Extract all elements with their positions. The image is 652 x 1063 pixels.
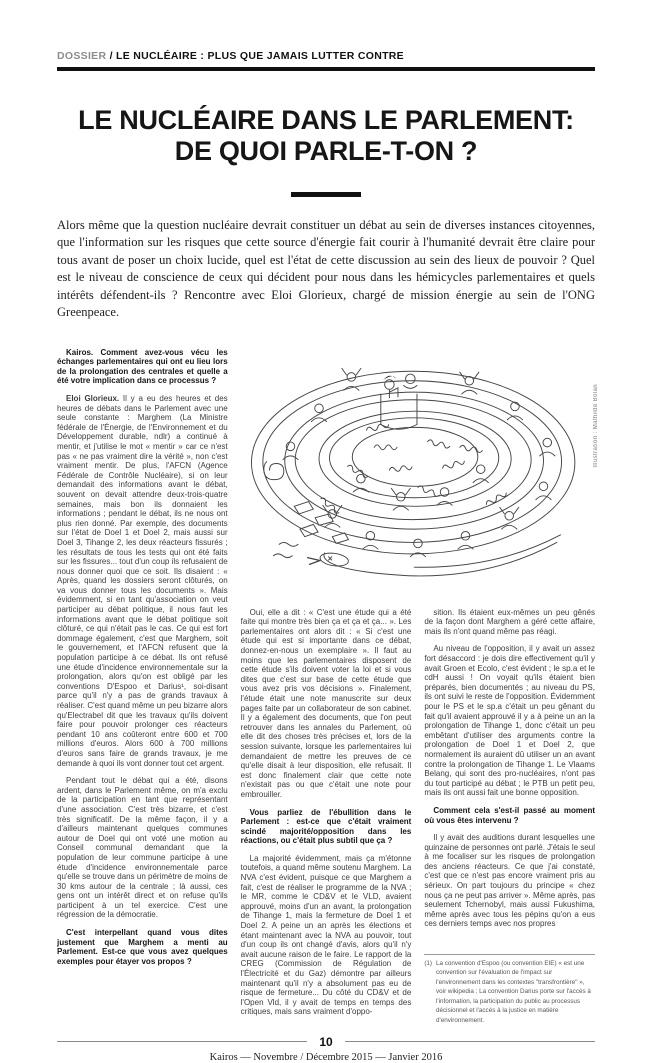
article-paragraph: Au niveau de l'opposition, il y avait un assez fort désaccord : je dois dire effectivement qu'il y avait Groen et Ecolo, c'est évident ; le sp.a et le cdH aussi ! On voyait qu'ils étaient bien préparés, bien documentés ; au niveau du PS, ils ont suivi le reste de l'opposition. Évidemment pour le PS et le sp.a c'était un peu gênant du fait qu'il avaient approuvé il y a à peine un an la prolongation de Tihange 1, donc c'était un peu embêtant d'utiliser des arguments contre la prolongation de Doel 1 et Doel 2, que normalement ils auraient dû utiliser un an avant contre la prolongation de Tihange 1. Le Vlaams Belang, qui sont des pro-nucléaires, n'ont pas du tout participé au débat ; le PTB un petit peu, mais ils ont aussi fait une bonne opposition. — [424, 644, 595, 798]
page-number: 10 — [319, 1034, 333, 1049]
article-paragraph: sition. Ils étaient eux-mêmes un peu gênés de la façon dont Marghem a géré cette affaire, mais ils n'ont quand même pas réagi. — [424, 607, 595, 636]
page-title-line2: DE QUOI PARLE-T-ON ? — [174, 136, 478, 167]
article-paragraph: Oui, elle a dit : « C'est une étude qui a été faite qui montre très bien ça et ça et ça... ». Les parlementaires ont alors dit : « Si c'est une étude qui est si importante dans ce débat, donnez-en-nous un exemplaire ». Il faut au moins que les parlementaires disposent de cette étude s'ils doivent voter la loi et si vous dites que c'est sur base de cette étude que vous avez pris vos décisions ». Finalement, l'étude était une note manuscrite sur deux pages faite par un collaborateur de son cabinet. Il y a également des documents, que l'on peut retrouver dans les annales du Parlement, où elle dit des choses très précises et, lors de la session suivante, lorsque les parlementaires lui demandaient de mettre les preuves de ce qu'elle disait à leur disposition, elle refusait. Il est donc finalement clair que cette note n'existait pas ou que c'était une note pour embrouiller. — [240, 607, 412, 799]
article-paragraph: Il y avait des auditions durant lesquelles une quinzaine de personnes ont parlé. J'étais le seul à me focaliser sur les risques de prolongation des anciens réacteurs. Ce que j'ai constaté, c'est que ce n'est pas encore vraiment pris au sérieux. On part toujours du principe « chez nous ça ne peut pas arriver ». Même après, pas seulement Tchernobyl, mais aussi Fukushima, même après avec tous les pépins qu'on a eus ces derniers temps avec nos propres — [424, 833, 595, 929]
article-paragraph: La majorité évidemment, mais ça m'étonne toutefois, a quand même soutenu Marghem. La NVA c'est évident, puisque ce que Marghem a fait, c'est de réaliser le programme de la NVA ; le MR, comme le CD&V et le VLD, avaient approuvé, moins d'un an avant, la prolongation de Tihange 1, mais la fermeture de Doel 1 et Doel 2. A peine un an après les élections et étant maintenant avec la NVA au pouvoir, tout d'un coup ils ont changé d'avis, alors qu'il n'y avait aucune raison de le faire. Le rapport de la CREG (Commission de Régulation de l'Électricité et du Gaz) démontre par ailleurs maintenant qu'il n'y a absolument pas eu de risque de fermeture... Du côté du CD&V et de l'Open Vld, il y avait de temps en temps des critiques, mais sans vraiment d'oppo- — [240, 853, 412, 1017]
speaker-name: Eloi Glorieux. — [66, 394, 120, 403]
illustration-credit: Illustration : Mathilde Bolan — [593, 383, 599, 468]
page-title-line1: LE NUCLÉAIRE DANS LE PARLEMENT: — [78, 105, 574, 135]
column-3 — [424, 608, 595, 1025]
section-kicker — [57, 50, 595, 62]
header-rule — [57, 67, 595, 71]
intro-paragraph: Alors même que la question nucléaire devrait constituer un débat au sein de diverses instances citoyennes, que l'information sur les risques que cette source d'énergie fait courir à l'humanité devrait être claire pour tous avant de poser un choix lucide, quel est l'état de cette discussion au sein des lieux de pouvoir ? Quel est le niveau de conscience de ceux qui décident pour nous dans les hémicycles parlementaires et quels intérêts défendent-ils ? Rencontre avec Eloi Glorieux, chargé de mission énergie au sein de l'ONG Greenpeace. — [57, 217, 595, 320]
footnote-text: La convention d'Espoo (ou convention EIE) « est une convention sur l'évaluation de l'impact sur l'environnement dans les contextes "transfrontière" », voir wikipedia ; La convention Darius porte sur l'accès à l'information, la participation du public au processus décisionnel et l'accès à la justice en matière d'environnement. — [436, 959, 591, 1024]
page-number-row — [57, 1035, 595, 1049]
kicker-prefix: DOSSIER — [57, 50, 107, 62]
footnote-marker: (1) — [424, 959, 433, 967]
interview-question: Comment cela s'est-il passé au moment où vous êtes intervenu ? — [424, 805, 595, 825]
article-columns — [57, 347, 599, 1025]
column-2 — [241, 608, 412, 1025]
interview-question: Vous parliez de l'ébullition dans le Parlement : est-ce que c'était vraiment scindé majorité/opposition dans les réactions, ou c'était plus subtil que ça ? — [240, 807, 412, 846]
footnote — [424, 954, 595, 1025]
illustration-block — [241, 348, 599, 598]
column-3-text — [424, 608, 595, 937]
article-paragraph: Eloi Glorieux. Il y a eu des heures et des heures de débats dans le Parlement avec une seule constante : Marghem (La Ministre fédérale de l'Énergie, de l'Environnement et du Développement durable, ndlr) a continué à mentir, et j'utilise le mot « mentir » car ce n'est pas « ne pas vraiment dire la vérité », non c'est vraiment mentir. De plus, l'AFCN (Agence Fédérale de Contrôle Nucléaire), si on leur demandait des informations avant le débat, souvent on devait attendre deux-trois-quatre semaines, mais bon ils donnaient les informations ; pendant le débat, ils ne nous ont plus rien donné. Par exemple, des documents sur l'état de Doel 1 et Doel 2, mais aussi sur Doel 3, Tihange 2, les deux réacteurs fissurés ; les résultats de tous les tests qui ont été faits sur les fissures... tout d'un coup ils refusaient de nous donner quoi que ce soit. Ils disaient : « Après, quand les dossiers seront clôturés, on va vous donner tous les documents ». Mais évidemment, si en tant qu'association on veut participer au débat politique, il nous faut les informations avant que le débat politique soit clôturé, ce qui n'était pas le cas. Ce qui est fort dommage également, c'est que Marghem, soit le gouvernement, et l'AFCN refusent que la population participe à ce débat. Ils ont refusé une étude d'incidence environnementale sur la prolongation, alors qu'on est obligé par les conventions D'Espoo et Darius¹, soi-disant parce qu'il n'y a pas de grands travaux à réaliser. C'est quand même un peu bizarre alors qu'Electrabel dit que les travaux qu'ils doivent faire pour pouvoir prolonger ces réacteurs pendant 10 ans coûteront entre 600 et 700 millions d'euros. Alors 600 à 700 millions d'euros sans faire de grands travaux, je me demande à quoi ils vont donner tout cet argent. — [57, 394, 228, 768]
footer-rule-right — [345, 1041, 595, 1042]
title-divider — [291, 192, 361, 197]
interview-question: C'est interpellant quand vous dites justement que Marghem a menti au Parlement. Est-ce que vous avez quelques exemples pour étayer vos propos ? — [57, 928, 228, 966]
footer-rule-left — [57, 1041, 307, 1042]
interview-question: Kairos. Comment avez-vous vécu les échanges parlementaires qui ont eu lieu lors de la prolongation des centrales et quelle a été votre implication dans ce processus ? — [57, 347, 228, 386]
column-1 — [57, 348, 228, 1025]
page-footer — [57, 1035, 595, 1063]
parliament-hemicycle-illustration — [241, 348, 585, 598]
kicker-title: / LE NUCLÉAIRE : PLUS QUE JAMAIS LUTTER CONTRE — [109, 50, 404, 62]
journal-issue-line: Kairos — Novembre / Décembre 2015 — Janvier 2016 — [209, 1051, 443, 1063]
article-paragraph: Pendant tout le débat qui a été, disons ardent, dans le Parlement même, on m'a exclu de la participation en tant que représentant d'une association. C'est très bizarre, et c'est très significatif. De la même façon, il y a d'ailleurs maintenant quelques communes autour de Doel qui ont voté une motion au Conseil communal demandant que la population de leur commune participe à une étude d'incidence environnementale parce qu'elle se trouve dans un périmètre de moins de 30 kms autour de la centrale ; là aussi, ces gens ont un intérêt direct et on refuse qu'ils participent à un tel exercice. C'est une régression de la démocratie. — [57, 776, 228, 920]
page-title — [57, 105, 595, 168]
